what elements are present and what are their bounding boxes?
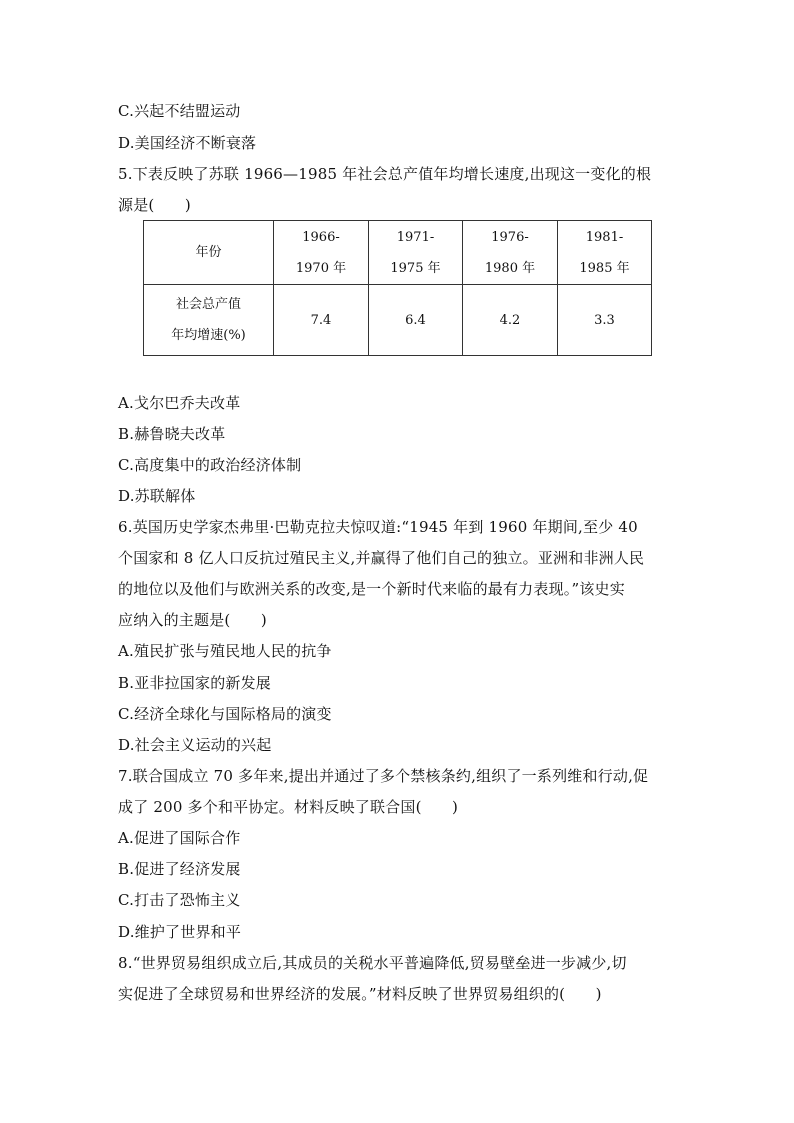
q7-stem-line-2: 成了 200 多个和平协定。材料反映了联合国( ) [118, 798, 459, 816]
period-start: 1981- [585, 229, 624, 245]
q7-option-d: D.维护了世界和平 [118, 923, 242, 941]
table-header-row [144, 221, 652, 285]
table-value-cell: 3.3 [558, 285, 652, 356]
period-start: 1966- [302, 229, 340, 245]
q5-option-a: A.戈尔巴乔夫改革 [118, 394, 241, 412]
period-end: 1975 年 [390, 260, 441, 276]
table-value-row [144, 285, 652, 356]
table-period-cell [463, 221, 558, 285]
period-end: 1985 年 [579, 260, 630, 276]
table-period-cell [274, 221, 369, 285]
q4-option-c: C.兴起不结盟运动 [118, 102, 241, 120]
table-value-cell: 4.2 [463, 285, 558, 356]
table-header-label: 年份 [144, 221, 274, 285]
q5-stem-line-2: 源是( ) [118, 196, 191, 214]
table-value-cell: 7.4 [274, 285, 369, 356]
table-value-cell: 6.4 [369, 285, 463, 356]
q8-stem-line-1: 8.“世界贸易组织成立后,其成员的关税水平普遍降低,贸易壁垒进一步减少,切 [118, 954, 627, 972]
q7-option-c: C.打击了恐怖主义 [118, 891, 241, 909]
q8-stem-line-2: 实促进了全球贸易和世界经济的发展。”材料反映了世界贸易组织的( ) [118, 985, 602, 1003]
q4-option-d: D.美国经济不断衰落 [118, 134, 257, 152]
q6-option-a: A.殖民扩张与殖民地人民的抗争 [118, 642, 332, 660]
q6-stem-line-4: 应纳入的主题是( ) [118, 611, 267, 629]
period-end: 1970 年 [295, 260, 347, 276]
q6-stem-line-2: 个国家和 8 亿人口反抗过殖民主义,并赢得了他们自己的独立。亚洲和非洲人民 [118, 549, 645, 567]
q6-option-d: D.社会主义运动的兴起 [118, 736, 272, 754]
table-period-cell [558, 221, 652, 285]
period-start: 1971- [396, 229, 435, 245]
q7-option-a: A.促进了国际合作 [118, 829, 241, 847]
row-label-line-2: 年均增速(%) [171, 328, 246, 343]
q7-stem-line-1: 7.联合国成立 70 多年来,提出并通过了多个禁核条约,组织了一系列维和行动,促 [118, 767, 649, 785]
q6-stem-line-1: 6.英国历史学家杰弗里·巴勒克拉夫惊叹道:“1945 年到 1960 年期间,至少 40 [118, 518, 638, 536]
q6-stem-line-3: 的地位以及他们与欧洲关系的改变,是一个新时代来临的最有力表现。”该史实 [118, 580, 625, 598]
q5-option-c: C.高度集中的政治经济体制 [118, 456, 302, 474]
q5-option-b: B.赫鲁晓夫改革 [118, 425, 226, 443]
row-label-line-1: 社会总产值 [175, 297, 241, 312]
q6-option-b: B.亚非拉国家的新发展 [118, 674, 271, 692]
growth-rate-table [143, 220, 652, 356]
table-row-label [144, 285, 274, 356]
period-start: 1976- [491, 229, 529, 245]
q5-option-d: D.苏联解体 [118, 487, 196, 505]
period-end: 1980 年 [484, 260, 536, 276]
q7-option-b: B.促进了经济发展 [118, 860, 241, 878]
table-period-cell [369, 221, 463, 285]
q5-stem-line-1: 5.下表反映了苏联 1966—1985 年社会总产值年均增长速度,出现这一变化的根 [118, 165, 652, 183]
q6-option-c: C.经济全球化与国际格局的演变 [118, 705, 332, 723]
